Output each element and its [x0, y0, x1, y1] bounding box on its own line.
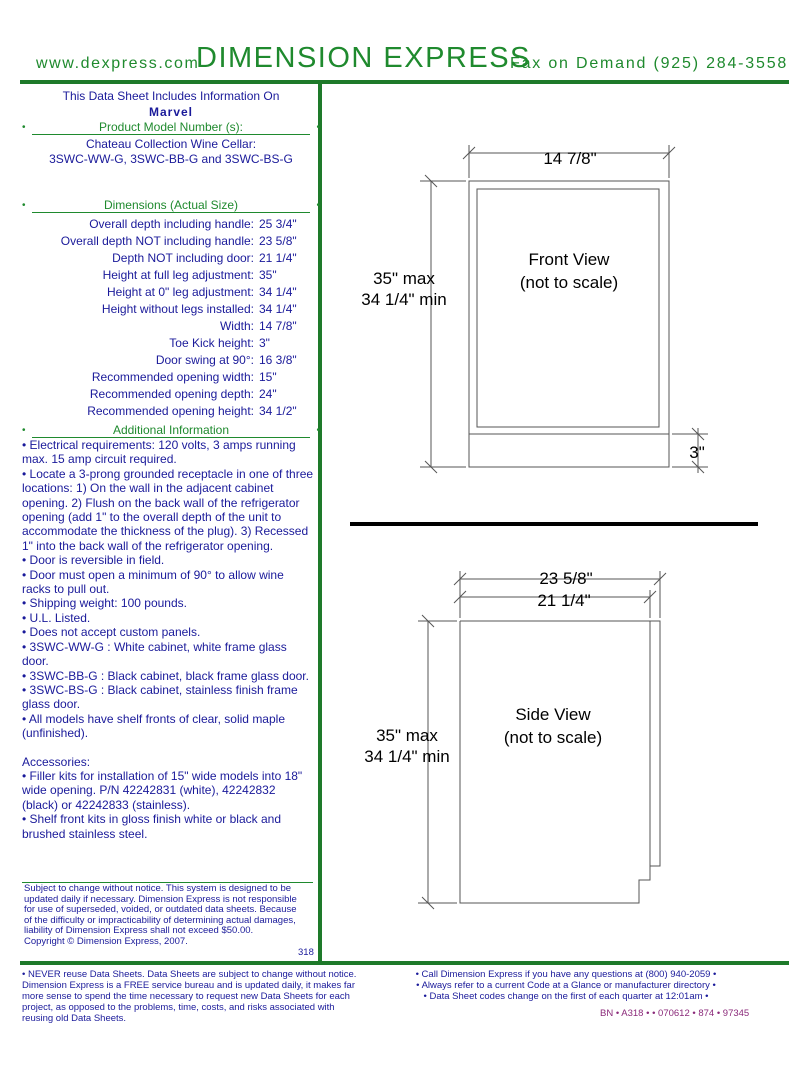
side-depth-nodoor-label: 21 1/4": [537, 591, 591, 610]
info-item: • 3SWC-WW-G : White cabinet, white frame glass door.: [22, 639, 287, 669]
dimension-value: 34 1/2": [259, 404, 297, 418]
accessories-heading: Accessories:: [22, 754, 91, 769]
copyright-text: Copyright © Dimension Express, 2007.: [24, 935, 188, 947]
side-depth-label: 23 5/8": [539, 569, 593, 588]
info-item: • Shipping weight: 100 pounds.: [22, 596, 187, 611]
dimension-label: Toe Kick height:: [169, 336, 254, 350]
dimension-label: Recommended opening depth:: [89, 387, 254, 401]
dimension-value: 34 1/4": [259, 285, 297, 299]
dimension-label: Height at 0" leg adjustment:: [106, 285, 254, 299]
info-item: • Locate a 3-prong grounded receptacle in one of three locations: 1) On the wall in the adjacent cabinet opening. 2) Flush on the back wall of the refrigerator opening (add 1" to the overall depth of the unit to accommodate the thickness of the plug). 3) Recessed 1" into the back wall of the refrigerator opening.: [22, 466, 314, 553]
side-height-max-label: 35" max: [376, 726, 438, 745]
front-height-max-label: 35" max: [373, 269, 435, 288]
header-fax: Fax on Demand (925) 284-3558: [510, 55, 789, 72]
dimension-label: Door swing at 90°:: [155, 353, 254, 367]
model-section-title: Product Model Number (s):: [32, 120, 311, 135]
dimension-value: 23 5/8": [259, 234, 297, 248]
dimension-value: 34 1/4": [259, 302, 297, 316]
dimension-label: Recommended opening height:: [87, 404, 254, 418]
front-door-panel: [477, 189, 659, 427]
bullet: •: [22, 122, 26, 133]
model-line: 3SWC-WW-G, 3SWC-BB-G and 3SWC-BS-G: [49, 152, 293, 166]
dimension-value: 14 7/8": [259, 319, 297, 333]
footer-contact-line: • Call Dimension Express if you have any questions at (800) 940-2059 •: [415, 969, 717, 980]
dimension-label: Overall depth NOT including handle:: [60, 234, 254, 248]
dimension-value: 15": [259, 370, 277, 384]
dimension-value: 24": [259, 387, 277, 401]
front-height-min-label: 34 1/4" min: [361, 290, 447, 309]
dimension-value: 35": [259, 268, 277, 282]
front-view-title: Front View: [528, 250, 610, 269]
header-brand: DIMENSION EXPRESS: [196, 42, 531, 74]
views-separator: [350, 522, 758, 526]
dimensions-section-title: Dimensions (Actual Size): [32, 198, 311, 213]
footer-contact-line: • Always refer to a current Code at a Glance or manufacturer directory •: [416, 980, 716, 991]
page-number: 318: [298, 947, 314, 958]
bullet: •: [22, 425, 26, 436]
dimension-label: Depth NOT including door:: [112, 251, 254, 265]
dimension-label: Height without legs installed:: [101, 302, 254, 316]
bullet: •: [22, 200, 26, 211]
bullet: •: [316, 200, 320, 211]
accessory-item: • Shelf front kits in gloss finish white or black and brushed stainless steel.: [22, 812, 281, 841]
side-view-title: Side View: [515, 705, 591, 724]
info-section-title: Additional Information: [32, 423, 311, 438]
info-item: • 3SWC-BS-G : Black cabinet, stainless finish frame glass door.: [22, 682, 298, 712]
info-item: • Door is reversible in field.: [22, 553, 165, 568]
footer-notice: • NEVER reuse Data Sheets. Data Sheets are subject to change without notice. Dimension Express is a FREE service bureau and is updated daily, it makes far more sense to spend the time necessary to request new Data Sheets for each project, as opposed to the problems, time, costs, and risks associated with reusing old Data Sheets.: [22, 969, 357, 1024]
front-view-drawing: [420, 145, 708, 473]
front-width-label: 14 7/8": [543, 149, 597, 168]
intro-text: This Data Sheet Includes Information On: [62, 89, 280, 103]
side-height-min-label: 34 1/4" min: [364, 747, 450, 766]
info-item: • Electrical requirements: 120 volts, 3 amps running max. 15 amp circuit required.: [22, 438, 296, 467]
info-item: • All models have shelf fronts of clear, solid maple (unfinished).: [22, 711, 285, 741]
dimension-value: 25 3/4": [259, 217, 297, 231]
bullet: •: [316, 122, 320, 133]
side-view-subtitle: (not to scale): [503, 728, 603, 747]
dimension-label: Height at full leg adjustment:: [102, 268, 254, 282]
dimension-value: 16 3/8": [259, 353, 297, 367]
dimension-value: 3": [259, 336, 270, 350]
footer-contact: [396, 969, 736, 1002]
dimension-label: Recommended opening width:: [91, 370, 254, 384]
bullet: •: [316, 425, 320, 436]
disclaimer-text: Subject to change without notice. This system is designed to be updated daily if necessary. Dimension Express is not responsible for use of superseded, voided, or outdated data sheets. Because of the difficulty or impracticability of determining actual damages, liability of Dimension Express shall not exceed $50.00.: [24, 883, 297, 937]
dimension-value: 21 1/4": [259, 251, 297, 265]
info-item: • 3SWC-BB-G : Black cabinet, black frame glass door.: [22, 668, 309, 683]
front-view-subtitle: (not to scale): [519, 273, 619, 292]
model-line: Chateau Collection Wine Cellar:: [85, 137, 257, 151]
front-toe-kick-label: 3": [689, 443, 705, 462]
info-item: • Does not accept custom panels.: [22, 625, 201, 640]
front-cabinet-outline: [469, 181, 669, 467]
dimension-label: Overall depth including handle:: [89, 217, 254, 231]
info-item: • Door must open a minimum of 90° to allow wine racks to pull out.: [22, 567, 284, 597]
manufacturer-name: Marvel: [148, 105, 194, 119]
side-cabinet-outline: [460, 621, 650, 903]
info-item: • U.L. Listed.: [22, 610, 91, 625]
accessory-item: • Filler kits for installation of 15" wide models into 18" wide opening. P/N 42242831 (white), 42242832 (black) or 42242833 (stainless).: [22, 768, 303, 812]
header-site[interactable]: www.dexpress.com: [36, 55, 200, 72]
footer-contact-line: • Data Sheet codes change on the first of each quarter at 12:01am •: [423, 991, 709, 1002]
footer-codes: BN • A318 • • 070612 • 874 • 97345: [600, 1008, 750, 1019]
dimension-label: Width:: [219, 319, 254, 333]
